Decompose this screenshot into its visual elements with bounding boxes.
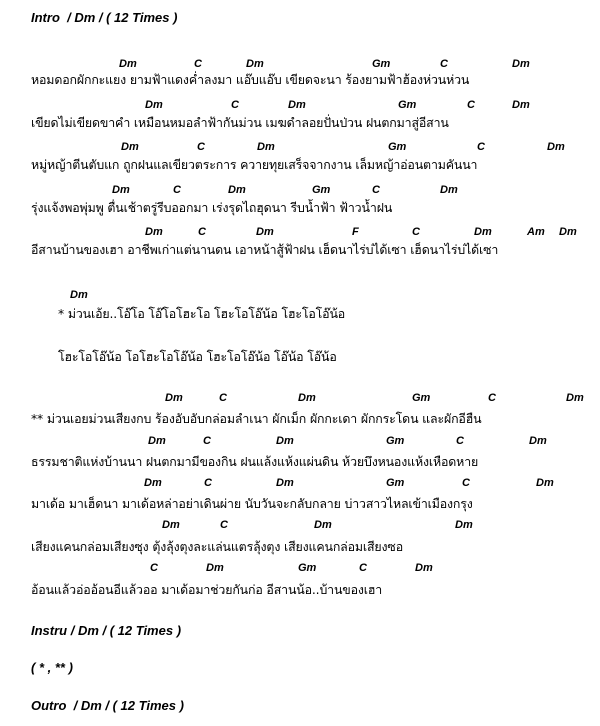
chord: Dm [455, 519, 473, 531]
chord: C [372, 184, 380, 196]
chord: Gm [298, 562, 317, 574]
chord: C [359, 562, 367, 574]
chord: Dm [70, 289, 88, 301]
chord: Dm [119, 58, 137, 70]
chord: C [231, 99, 239, 111]
chord: C [467, 99, 475, 111]
lyric-line: เสียงแคนกล่อมเสียงซุง ตุ้งลุ้งตุงละแล่นแตรลุ้งตุง เสียงแคนกล่อมเสียงซอ [31, 539, 403, 554]
chord: Dm [276, 435, 294, 447]
chord: C [173, 184, 181, 196]
chord: C [203, 435, 211, 447]
chord: Dm [276, 477, 294, 489]
lyric-line: รุ่งแจ้งพอพุ่มพู ตื่นเช้าตรู่รีบออกมา เร่งรุดไถฮุดนา รีบน้ำฟ้า ฟ้าวน้ำฝน [31, 200, 393, 215]
chord: Dm [566, 392, 584, 404]
chord: Dm [288, 99, 306, 111]
chord: C [462, 477, 470, 489]
chord: Gm [312, 184, 331, 196]
chord: C [197, 141, 205, 153]
chord: Dm [121, 141, 139, 153]
chord: Gm [388, 141, 407, 153]
repeat-marker: ( * , ** ) [31, 660, 73, 675]
chord: Dm [512, 58, 530, 70]
chord: C [194, 58, 202, 70]
chord: C [204, 477, 212, 489]
chord: Am [527, 226, 545, 238]
intro-label: Intro / Dm / ( 12 Times ) [31, 10, 178, 25]
chord: Dm [314, 519, 332, 531]
chord: Dm [246, 58, 264, 70]
instru-label: Instru / Dm / ( 12 Times ) [31, 623, 182, 638]
chord: F [352, 226, 359, 238]
chorus-line-1: * ม่วนเอ้ย..โอ๊โอ โอ๊โอโฮะโอ โฮะโอโอ๊น้อ โฮะโอโอ๊น้อ [58, 306, 346, 321]
chord: Dm [206, 562, 224, 574]
chord: Dm [474, 226, 492, 238]
chord: C [412, 226, 420, 238]
lyric-line: ** ม่วนเอยม่วนเสียงกบ ร้องอับอับกล่อมลำเนา ผักเม็ก ผักกะเดา ผักกระโดน และผักอีฮืน [31, 411, 482, 426]
chord: Dm [512, 99, 530, 111]
chord: Dm [145, 226, 163, 238]
chord: Dm [415, 562, 433, 574]
chord: Gm [398, 99, 417, 111]
chord: C [488, 392, 496, 404]
chord: Dm [228, 184, 246, 196]
chord: C [198, 226, 206, 238]
chord: C [219, 392, 227, 404]
lyric-line: มาเด้อ มาเฮ็ดนา มาเด้อหล่าอย่าเดินผ่าย นับวันจะกลับกลาย บ่าวสาวไหลเข้าเมืองกรุง [31, 496, 473, 511]
lyric-line: อีสานบ้านของเฮา อาชีพเก่าแต่นานดน เอาหน้าสู้ฟ้าฝน เฮ็ดนาไร่บ่ได้เซา เฮ็ดนาไร่บ่ได้เซา [31, 242, 499, 257]
chord: Gm [412, 392, 431, 404]
chord: Dm [547, 141, 565, 153]
outro-label: Outro / Dm / ( 12 Times ) [31, 698, 184, 713]
chord: Dm [529, 435, 547, 447]
chord: Dm [112, 184, 130, 196]
chord: Dm [148, 435, 166, 447]
chord: Gm [386, 477, 405, 489]
chord: Dm [162, 519, 180, 531]
lyric-line: ธรรมชาติแห่งบ้านนา ฝนตกมามีของกิน ฝนแล้งแห้งแผ่นดิน ห้วยบึงหนองแห้งเหือดหาย [31, 454, 479, 469]
chord: Dm [298, 392, 316, 404]
chord: Dm [145, 99, 163, 111]
chorus-line-2: โฮะโอโอ๊น้อ โอโฮะโอโอ๊น้อ โฮะโอโอ๊น้อ โอ๊น้อ โอ๊น้อ [58, 349, 337, 364]
chord: C [477, 141, 485, 153]
chord: Gm [386, 435, 405, 447]
lyric-line: เขียดไม่เขียดขาคำ เหมือนหมอลำฟ้ากันม่วน เมฆดำลอยปั่นป่วน ฝนตกมาสู่อีสาน [31, 115, 449, 130]
chord: C [220, 519, 228, 531]
chord: Gm [372, 58, 391, 70]
lyric-line: หมู่หญ้าตีนตับแก ถูกฝนแลเขียวตระการ ควายทุยเสร็จจากงาน เล็มหญ้าอ่อนตามคันนา [31, 157, 478, 172]
chord: Dm [256, 226, 274, 238]
chord: Dm [257, 141, 275, 153]
chord: Dm [144, 477, 162, 489]
chord: Dm [536, 477, 554, 489]
chord: C [150, 562, 158, 574]
lyric-line: อ้อนแล้วอ่ออ้อนอีแล้วออ มาเด้อมาช่วยกันก่อ อีสานน้อ..บ้านของเฮา [31, 582, 383, 597]
chord: C [456, 435, 464, 447]
chord: C [440, 58, 448, 70]
chord: Dm [440, 184, 458, 196]
chord: Dm [559, 226, 577, 238]
lyric-line: หอมดอกผักกะแยง ยามฟ้าแดงค่ำลงมา แอ๊บแอ๊บ เขียดจะนา ร้องยามฟ้าฮ้องห่วนห่วน [31, 72, 470, 87]
chord: Dm [165, 392, 183, 404]
